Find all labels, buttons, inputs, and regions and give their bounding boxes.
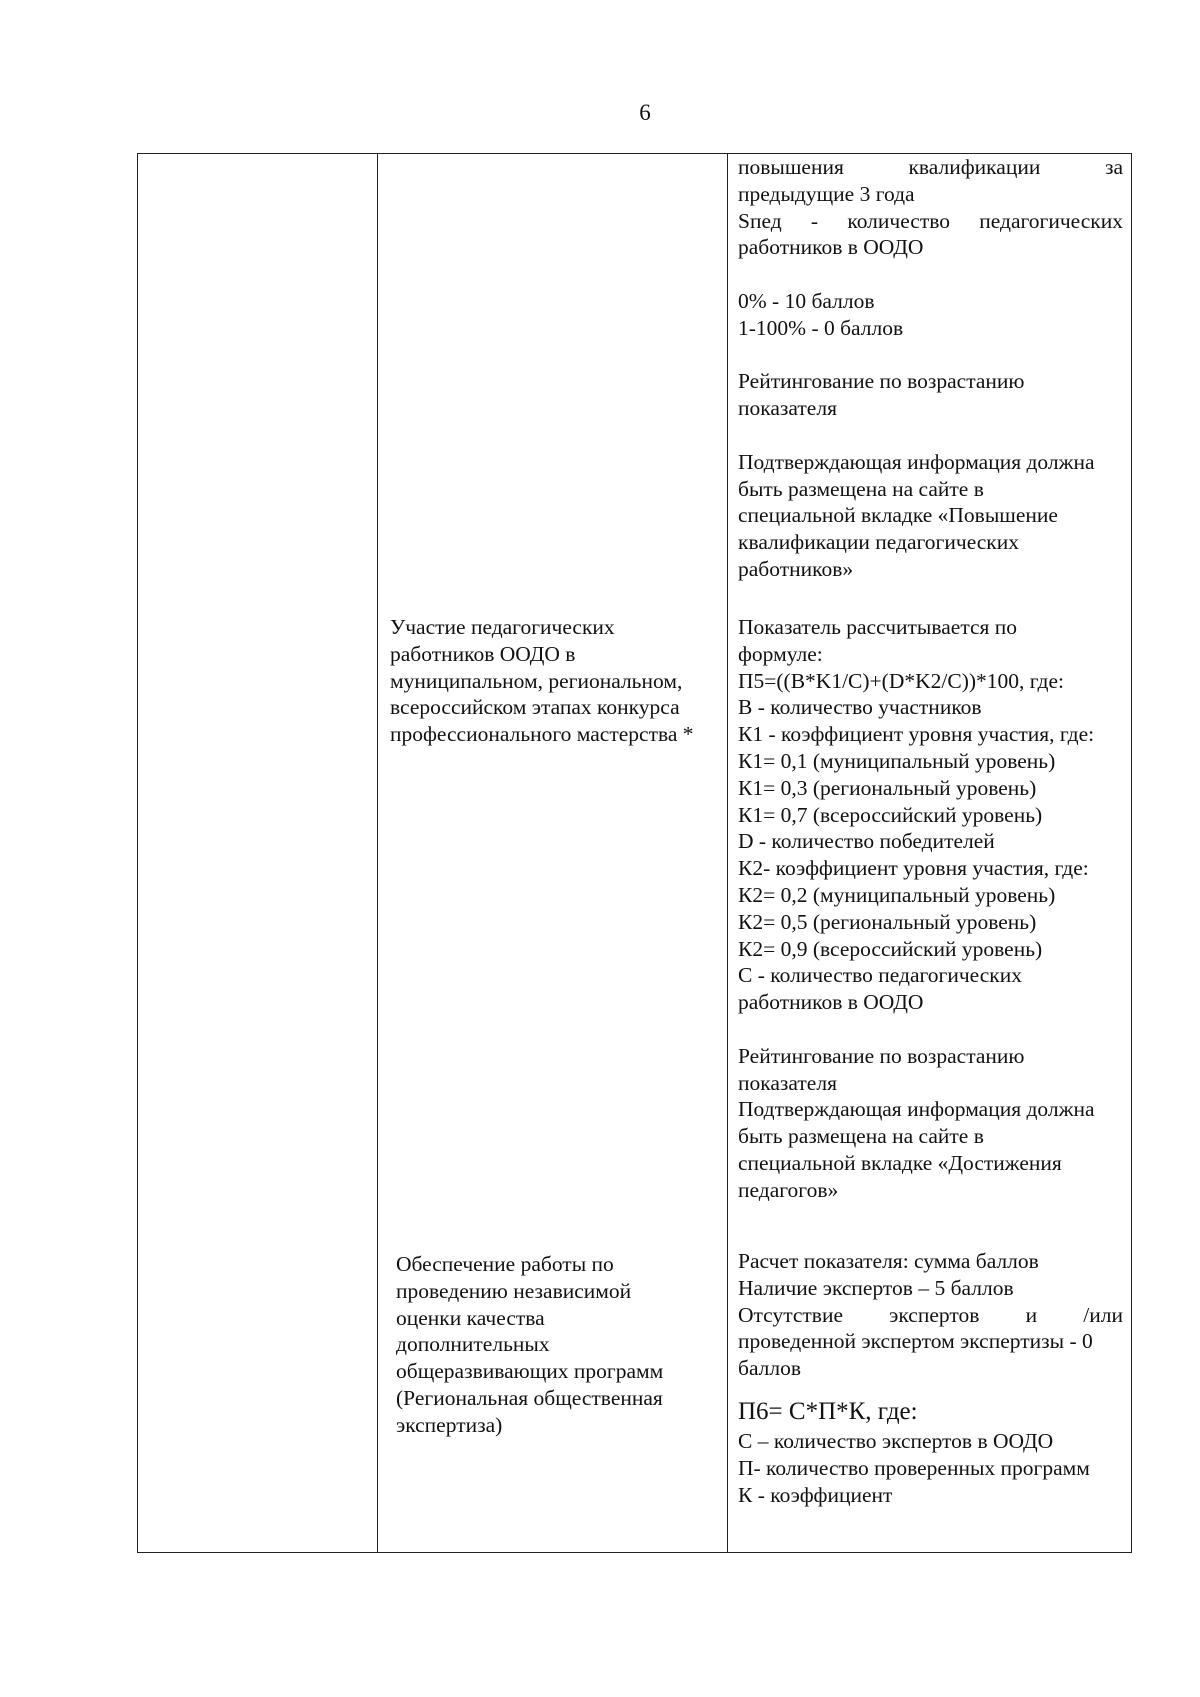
word: /или (1083, 1302, 1123, 1327)
word: квалификации (908, 155, 1041, 179)
formula-line: D - количество победителей (738, 829, 995, 854)
score-line: 0% - 10 баллов (738, 288, 875, 313)
row1-details (738, 154, 1123, 583)
calc-line: баллов (738, 1356, 802, 1381)
confirm-line: быть размещена на сайте в (738, 476, 984, 501)
calc-line: Наличие экспертов – 5 баллов (738, 1275, 1014, 1300)
confirm-line: работников» (738, 556, 854, 581)
word: Sпед (738, 208, 782, 233)
row2-details (738, 614, 1123, 1204)
calc-line: Расчет показателя: сумма баллов (738, 1249, 1039, 1273)
column-divider (727, 154, 728, 1552)
formula-line: К2- коэффициент уровня участия, где: (738, 856, 1089, 881)
formula-line: С - количество педагогических (738, 963, 1023, 988)
justified-line (738, 154, 1123, 181)
justified-line (738, 1302, 1123, 1329)
word: за (1104, 155, 1123, 179)
score-line: 1-100% - 0 баллов (738, 315, 904, 340)
formula-line: С – количество экспертов в ООДО (738, 1428, 1054, 1453)
rating-line: Рейтингование по возрастанию (738, 1043, 1025, 1068)
formula-line: К1= 0,1 (муниципальный уровень) (738, 748, 1056, 773)
formula-line: П- количество проверенных программ (738, 1455, 1090, 1480)
word: экспертов (889, 1302, 980, 1327)
formula-line: К2= 0,5 (региональный уровень) (738, 909, 1037, 934)
rating-line: специальной вкладке «Достижения (738, 1150, 1062, 1175)
criteria-table (137, 153, 1132, 1553)
word: - (810, 208, 819, 233)
formula-line: К - коэффициент (738, 1482, 893, 1507)
formula-line: К2= 0,2 (муниципальный уровень) (738, 882, 1056, 907)
criterion-line: оценки качества (396, 1305, 545, 1330)
formula-line: К1 - коэффициент уровня участия, где: (738, 722, 1095, 747)
word: и (1025, 1302, 1038, 1327)
rating-line: Подтверждающая информация должна (738, 1097, 1095, 1122)
calc-line: проведенной экспертом экспертизы - 0 (738, 1329, 1093, 1354)
criterion-line: (Региональная общественная (396, 1385, 663, 1410)
criterion-line: муниципальном, региональном, (390, 668, 683, 693)
word: повышения (738, 155, 844, 179)
formula-line: К1= 0,3 (региональный уровень) (738, 775, 1037, 800)
formula-line: формуле: (738, 641, 823, 666)
formula-line: К2= 0,9 (всероссийский уровень) (738, 936, 1043, 961)
row3-criterion (396, 1251, 726, 1439)
page-number: 6 (639, 100, 651, 125)
word: Отсутствие (738, 1302, 843, 1327)
rating-line: показателя (738, 396, 837, 421)
rating-line: быть размещена на сайте в (738, 1124, 984, 1149)
confirm-line: Подтверждающая информация должна (738, 449, 1095, 474)
criterion-line: общеразвивающих программ (396, 1359, 664, 1384)
formula-line: П5=((B*K1/C)+(D*K2/C))*100, где: (738, 668, 1064, 693)
formula-line: К1= 0,7 (всероссийский уровень) (738, 802, 1043, 827)
rating-line: Рейтингование по возрастанию (738, 369, 1025, 394)
criterion-line: Участие педагогических (390, 615, 615, 639)
criterion-line: профессионального мастерства * (390, 722, 694, 747)
rating-line: педагогов» (738, 1177, 839, 1202)
formula-line: Показатель рассчитывается по (738, 615, 1018, 639)
confirm-line: квалификации педагогических (738, 530, 1020, 555)
formula-line: работников в ООДО (738, 990, 924, 1015)
row3-details (738, 1248, 1123, 1508)
text-line: предыдущие 3 года (738, 181, 915, 206)
criterion-line: дополнительных (396, 1332, 550, 1357)
criterion-line: проведению независимой (396, 1278, 632, 1303)
word: педагогических (979, 208, 1123, 233)
text-line: работников в ООДО (738, 235, 924, 260)
criterion-line: всероссийском этапах конкурса (390, 695, 680, 720)
column-divider (377, 154, 378, 1552)
rating-line: показателя (738, 1070, 837, 1095)
word: количество (847, 208, 950, 233)
justified-line (738, 208, 1123, 235)
formula-title: П6= С*П*К, где: (738, 1397, 918, 1425)
criterion-line: Обеспечение работы по (396, 1252, 614, 1276)
row2-criterion (390, 614, 720, 748)
criterion-line: экспертиза) (396, 1412, 503, 1437)
criterion-line: работников ООДО в (390, 641, 576, 666)
formula-line: В - количество участников (738, 695, 982, 720)
confirm-line: специальной вкладке «Повышение (738, 503, 1058, 528)
